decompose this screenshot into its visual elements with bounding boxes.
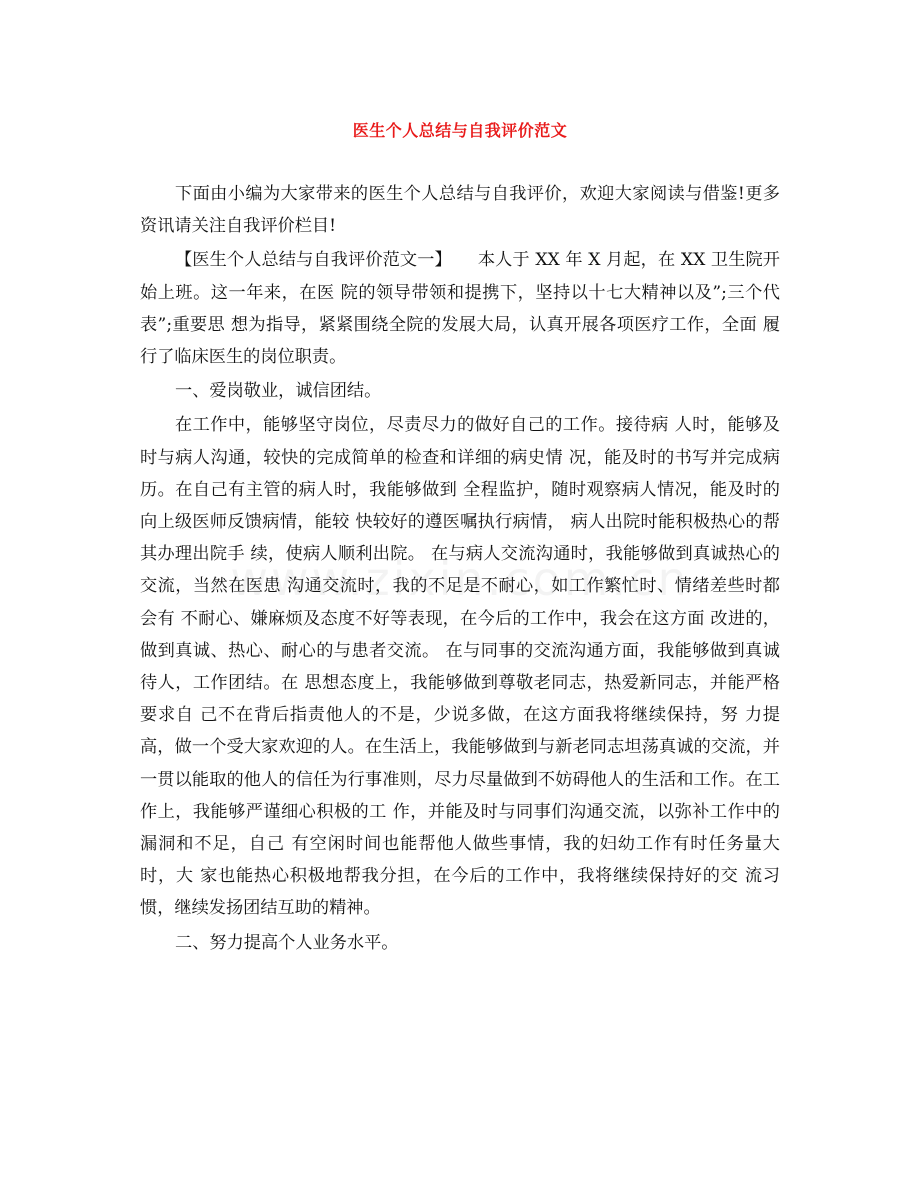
intro-paragraph: 下面由小编为大家带来的医生个人总结与自我评价，欢迎大家阅读与借鉴!更多资讯请关注自我评价栏目! bbox=[140, 184, 780, 237]
document-body bbox=[140, 178, 780, 961]
section-heading-two: 二、努力提高个人业务水平。 bbox=[175, 932, 399, 953]
document-title: 医生个人总结与自我评价范文 bbox=[352, 121, 568, 140]
work-paragraph: 在工作中，能够坚守岗位，尽责尽力的做好自己的工作。接待病 人时，能够及时与病人沟通，较快的完成简单的检查和详细的病史情 况，能及时的书写并完成病历。在自己有主管的病人时，我能够做到 全程监护，随时观察病人情况，能及时的向上级医师反馈病情，能较 快较好的遵医嘱执行病情， 病人出院时能积极热心的帮其办理出院手 续，使病人顺利出院。 在与病人交流沟通时，我能够做到真诚热心的交流，当然在医患 沟通交流时，我的不足是不耐心，如工作繁忙时、情绪差些时都会有 不耐心、嫌麻烦及态度不好等表现，在今后的工作中，我会在这方面 改进的，做到真诚、热心、耐心的与患者交流。 在与同事的交流沟通方面，我能够做到真诚待人，工作团结。在 思想态度上，我能够做到尊敬老同志，热爱新同志，并能严格要求自 己不在背后指责他人的不是，少说多做，在这方面我将继续保持，努 力提高，做一个受大家欢迎的人。在生活上，我能够做到与新老同志坦荡真诚的交流，并一贯以能取的他人的信任为行事准则，尽力尽量做到不妨碍他人的生活和工作。在工作上，我能够严谨细心积极的工 作，并能及时与同事们沟通交流，以弥补工作中的漏洞和不足，自己 有空闲时间也能帮他人做些事情，我的妇幼工作有时任务量大时，大 家也能热心积极地帮我分担，在今后的工作中，我将继续保持好的交 流习惯，继续发扬团结互助的精神。 bbox=[140, 415, 780, 919]
section-heading-one: 一、爱岗敬业，诚信团结。 bbox=[175, 381, 382, 402]
sample-one-paragraph: 【医生个人总结与自我评价范文一】 本人于 XX 年 X 月起，在 XX 卫生院开始上班。这一年来，在医 院的领导带领和提携下，坚持以十七大精神以及”;三个代表”;重要思 想为指导，紧紧围绕全院的发展大局，认真开展各项医疗工作，全面 履行了临床医生的岗位职责。 bbox=[140, 250, 780, 368]
